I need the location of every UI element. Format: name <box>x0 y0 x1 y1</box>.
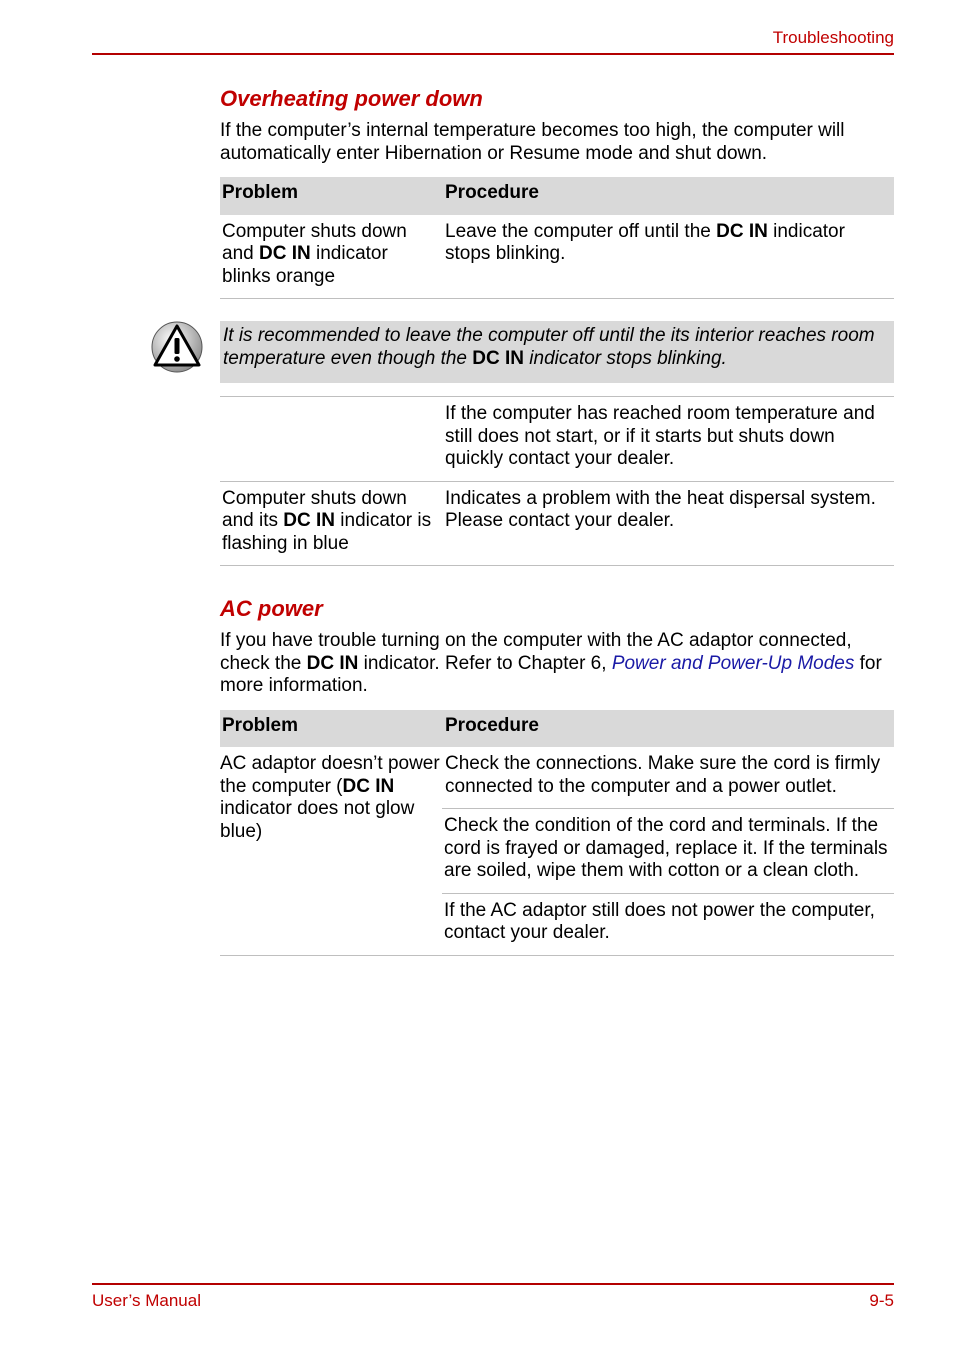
procedure-cell: If the computer has reached room temperature and still does not start, or if it starts but shuts down quickly contact your dealer. <box>442 397 894 482</box>
running-header: Troubleshooting <box>772 28 894 47</box>
col-header-problem: Problem <box>220 710 442 748</box>
procedure-cell: Leave the computer off until the DC IN indicator stops blinking. <box>442 215 894 299</box>
header-rule <box>92 53 894 55</box>
ac-power-section <box>220 596 894 956</box>
procedure-cell: Check the connections. Make sure the cord is firmly connected to the computer and a power outlet. <box>442 747 894 809</box>
procedure-cell: Check the condition of the cord and terminals. If the cord is frayed or damaged, replace it. If the terminals are soiled, wipe them with cotton or a clean cloth. <box>442 809 894 894</box>
warning-triangle-icon <box>150 320 204 374</box>
overheating-table-continued <box>220 396 894 566</box>
caution-note: It is recommended to leave the computer off until the its interior reaches room temperature even though the DC IN indicator stops blinking. <box>220 321 894 383</box>
col-header-procedure: Procedure <box>442 177 894 215</box>
table-row <box>220 397 894 482</box>
problem-table-continued <box>220 396 894 566</box>
col-header-procedure: Procedure <box>442 710 894 748</box>
section-intro: If you have trouble turning on the computer with the AC adaptor connected, check the DC IN indicator. Refer to Chapter 6, Power and Power-Up Modes for more information. <box>220 630 882 696</box>
procedure-cell: If the AC adaptor still does not power the computer, contact your dealer. <box>442 893 894 955</box>
table-row <box>220 481 894 566</box>
problem-table <box>220 177 894 299</box>
page-number: 9-5 <box>869 1291 894 1310</box>
problem-table <box>220 710 894 956</box>
section-title: AC power <box>220 596 323 621</box>
procedure-cell: Indicates a problem with the heat dispersal system. Please contact your dealer. <box>442 481 894 566</box>
problem-cell <box>220 397 442 482</box>
problem-cell: AC adaptor doesn’t power the computer (DC IN indicator does not glow blue) <box>220 747 442 955</box>
table-row <box>220 215 894 299</box>
table-row <box>220 747 894 809</box>
col-header-problem: Problem <box>220 177 442 215</box>
problem-cell: Computer shuts down and its DC IN indicator is flashing in blue <box>220 481 442 566</box>
overheating-section <box>220 86 894 299</box>
problem-cell: Computer shuts down and DC IN indicator blinks orange <box>220 215 442 299</box>
footer-manual-name: User’s Manual <box>92 1291 201 1310</box>
chapter-link[interactable]: Power and Power-Up Modes <box>611 652 855 674</box>
section-intro: If the computer’s internal temperature becomes too high, the computer will automatically enter Hibernation or Resume mode and shut down. <box>220 120 845 164</box>
section-title: Overheating power down <box>220 86 483 111</box>
footer-rule <box>92 1283 894 1285</box>
